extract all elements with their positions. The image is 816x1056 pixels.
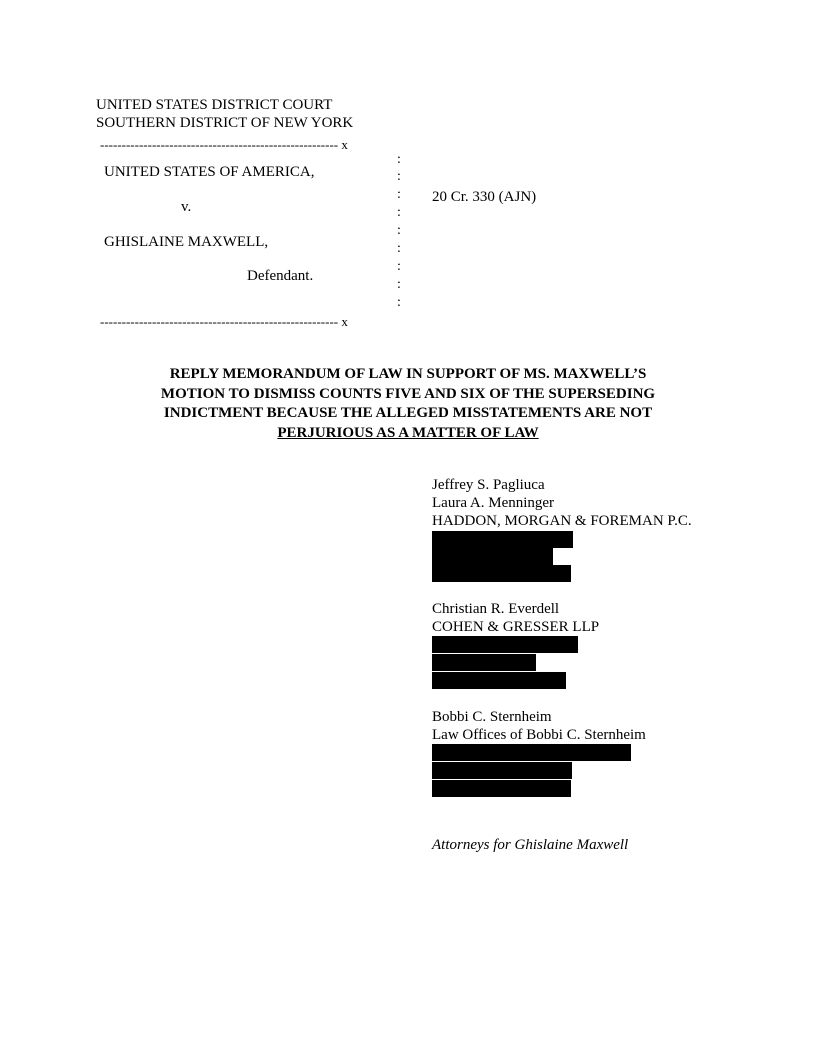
caption-defendant-role: Defendant. (247, 268, 314, 284)
caption-top-rule: ------------------------------------------------------- x (100, 137, 348, 152)
redaction-bar (432, 672, 566, 689)
redaction-bar (432, 531, 573, 548)
caption-colon: : (397, 169, 401, 184)
redaction-bar (432, 654, 536, 671)
law-firm: Law Offices of Bobbi C. Sternheim (432, 727, 646, 744)
title-line: MOTION TO DISMISS COUNTS FIVE AND SIX OF THE SUPERSEDING (160, 385, 656, 402)
title-line-underlined: PERJURIOUS AS A MATTER OF LAW (277, 424, 539, 441)
redaction-bar (432, 780, 571, 797)
court-name: UNITED STATES DISTRICT COURT (96, 97, 333, 113)
counsel-block (432, 600, 599, 636)
counsel-block (432, 708, 646, 744)
attorney-name: Christian R. Everdell (432, 601, 560, 617)
law-firm: HADDON, MORGAN & FOREMAN P.C. (432, 513, 692, 530)
caption-colon: : (397, 205, 401, 220)
caption-plaintiff: UNITED STATES OF AMERICA, (104, 164, 315, 180)
caption-versus: v. (181, 199, 192, 215)
redaction-bar (432, 565, 571, 582)
attorney-name: Jeffrey S. Pagliuca (432, 477, 545, 493)
caption-colon: : (397, 223, 401, 238)
title-line: INDICTMENT BECAUSE THE ALLEGED MISSTATEMENTS ARE NOT (163, 405, 653, 421)
caption-bottom-rule: ------------------------------------------------------- x (100, 314, 348, 329)
redaction-bar (432, 548, 553, 565)
attorneys-for: Attorneys for Ghislaine Maxwell (432, 837, 629, 853)
caption-colon: : (397, 152, 401, 167)
redaction-bar (432, 636, 578, 653)
law-firm: COHEN & GRESSER LLP (432, 619, 600, 636)
caption-colon: : (397, 295, 401, 310)
attorney-name: Bobbi C. Sternheim (432, 709, 552, 725)
caption-colon: : (397, 241, 401, 256)
title-line: REPLY MEMORANDUM OF LAW IN SUPPORT OF MS. MAXWELL’S (169, 366, 647, 382)
caption-colon: : (397, 259, 401, 274)
case-number: 20 Cr. 330 (AJN) (432, 189, 537, 205)
counsel-block (432, 476, 692, 531)
caption-defendant-name: GHISLAINE MAXWELL, (104, 234, 269, 250)
redaction-bar (432, 762, 572, 779)
redaction-bar (432, 744, 631, 761)
document-title (96, 365, 720, 443)
court-district: SOUTHERN DISTRICT OF NEW YORK (96, 115, 354, 131)
attorney-name: Laura A. Menninger (432, 495, 555, 512)
caption-colon: : (397, 277, 401, 292)
caption-colon: : (397, 187, 401, 202)
